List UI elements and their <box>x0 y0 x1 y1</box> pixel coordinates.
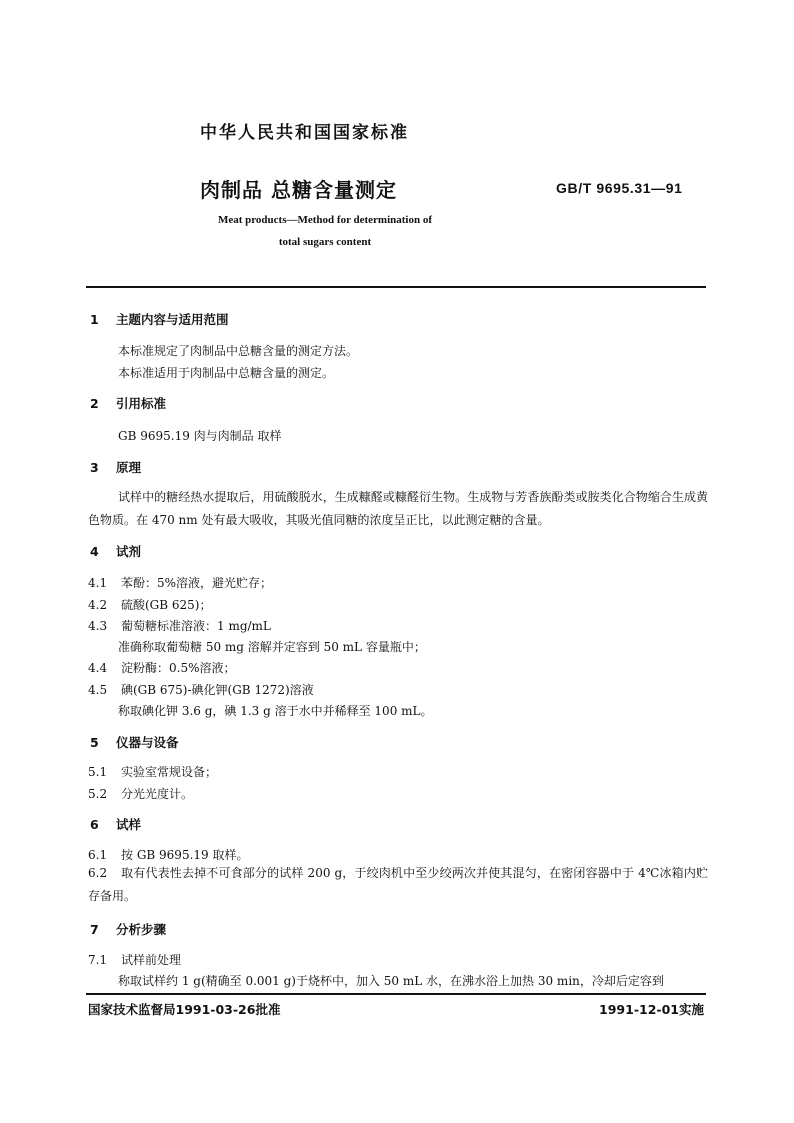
sample-paragraph <box>88 862 708 908</box>
approval-date: 国家技术监督局1991-03-26批准 <box>88 1002 281 1017</box>
section-2-line1: GB 9695.19 肉与肉制品 取样 <box>118 429 282 443</box>
section-5-heading <box>90 733 179 751</box>
equipment-item: 5.1 实验室常规设备； <box>88 765 218 779</box>
section-number: 2 <box>90 396 99 411</box>
section-7-heading <box>90 920 166 938</box>
reagent-item: 4.1 苯酚：5%溶液，避光贮存； <box>88 576 273 590</box>
implementation-date: 1991-12-01实施 <box>599 1002 704 1017</box>
section-number: 1 <box>90 312 99 327</box>
section-number: 7 <box>90 922 99 937</box>
paragraph-number: 6.2 <box>88 866 108 880</box>
footer-divider <box>86 993 706 995</box>
section-4-heading <box>90 542 141 560</box>
reagent-detail: 准确称取葡萄糖 50 mg 溶解并定容到 50 mL 容量瓶中； <box>118 640 426 654</box>
procedure-item: 7.1 试样前处理 <box>88 953 182 967</box>
section-title: 原理 <box>116 460 142 475</box>
section-3-heading <box>90 458 141 476</box>
section-1-line2: 本标准适用于肉制品中总糖含量的测定。 <box>118 366 335 380</box>
section-3-paragraph: 试样中的糖经热水提取后，用硫酸脱水，生成糠醛或糠醛衍生物。生成物与芳香族酚类或胺类化合物缩合生成黄色物质。在 470 nm 处有最大吸收，其吸光值同糖的浓度呈正比，以此测定糖的含量。 <box>88 490 708 527</box>
section-number: 6 <box>90 817 99 832</box>
doc-title: 肉制品 总糖含量测定 <box>200 178 397 202</box>
sample-item: 6.1 按 GB 9695.19 取样。 <box>88 848 249 862</box>
section-title: 分析步骤 <box>116 922 167 937</box>
section-1-heading <box>90 310 229 328</box>
procedure-paragraph: 称取试样约 1 g(精确至 0.001 g)于烧杯中，加入 50 mL 水，在沸水浴上加热 30 min，冷却后定容到 <box>118 974 664 988</box>
section-number: 5 <box>90 735 99 750</box>
paragraph-text: 取有代表性去掉不可食部分的试样 200 g，于绞肉机中至少绞两次并使其混匀，在密闭容器中于 4℃冰箱内贮存备用。 <box>88 866 708 903</box>
standard-code: GB/T 9695.31—91 <box>556 180 683 196</box>
equipment-item: 5.2 分光光度计。 <box>88 787 194 801</box>
reagent-item: 4.4 淀粉酶：0.5%溶液； <box>88 661 236 675</box>
reagent-item: 4.3 葡萄糖标准溶液：1 mg/mL <box>88 619 271 633</box>
section-title: 引用标准 <box>116 396 167 411</box>
section-title: 仪器与设备 <box>116 735 179 750</box>
section-6-heading <box>90 815 141 833</box>
english-title-line2: total sugars content <box>278 236 372 248</box>
english-title-line1: Meat products—Method for determination of <box>217 214 433 226</box>
reagent-detail: 称取碘化钾 3.6 g，碘 1.3 g 溶于水中并稀释至 100 mL。 <box>118 704 433 718</box>
section-title: 试样 <box>116 817 142 832</box>
reagent-item: 4.5 碘(GB 675)-碘化钾(GB 1272)溶液 <box>88 683 314 697</box>
section-2-heading <box>90 394 166 412</box>
section-title: 试剂 <box>116 544 142 559</box>
reagent-item: 4.2 硫酸(GB 625)； <box>88 598 212 612</box>
section-1-line1: 本标准规定了肉制品中总糖含量的测定方法。 <box>118 344 359 358</box>
section-number: 3 <box>90 460 99 475</box>
org-title: 中华人民共和国国家标准 <box>200 123 409 143</box>
header-divider <box>86 286 706 288</box>
section-title: 主题内容与适用范围 <box>116 312 229 327</box>
section-number: 4 <box>90 544 99 559</box>
